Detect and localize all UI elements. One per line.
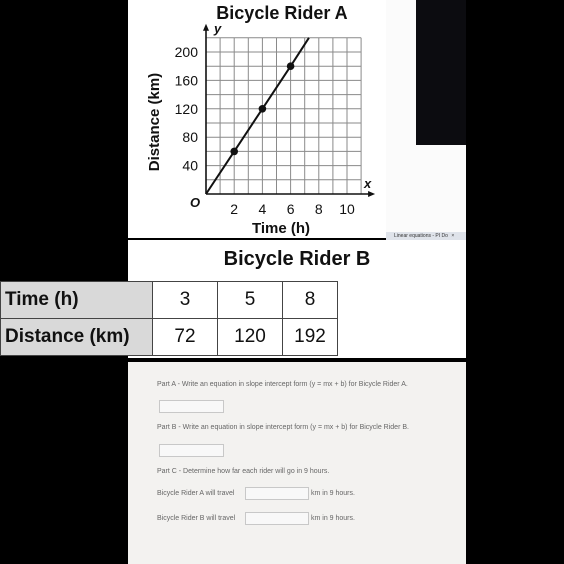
rider-b-travel-label: Bicycle Rider B will travel <box>157 515 236 522</box>
rider-b-travel-suffix: km in 9 hours. <box>311 515 355 522</box>
y-tick-label: 120 <box>174 100 198 117</box>
rider-a-distance-field[interactable] <box>245 487 309 500</box>
part-b-answer-field[interactable] <box>159 444 224 457</box>
rider-b-table <box>0 281 338 356</box>
part-a-answer-field[interactable] <box>159 400 224 413</box>
question-form <box>128 362 466 564</box>
x-tick-label: 2 <box>230 201 239 217</box>
part-a-prompt: Part A - Write an equation in slope intercept form (y = mx + b) for Bicycle Rider A. <box>157 381 408 388</box>
rider-a-travel-label: Bicycle Rider A will travel <box>157 490 235 497</box>
browser-tab[interactable] <box>386 232 466 240</box>
chart-tick-labels <box>175 44 355 217</box>
y-tick-label: 80 <box>182 129 198 146</box>
y-tick-label: 160 <box>174 72 198 89</box>
y-axis-arrow-icon <box>203 24 209 31</box>
x-variable-label: x <box>364 176 372 191</box>
rider-a-travel-suffix: km in 9 hours. <box>311 490 355 497</box>
rider-b-distance-field[interactable] <box>245 512 309 525</box>
distance-cell: 72 <box>153 319 218 356</box>
background-screen-area <box>386 0 466 232</box>
x-axis-label: Time (h) <box>251 220 311 237</box>
rider-a-chart <box>128 0 386 238</box>
row-header-distance: Distance (km) <box>1 319 153 356</box>
distance-cell: 192 <box>283 319 338 356</box>
rider-b-title: Bicycle Rider B <box>223 248 371 270</box>
row-header-time: Time (h) <box>1 282 153 319</box>
data-line <box>206 38 309 194</box>
time-cell: 5 <box>218 282 283 319</box>
data-point <box>259 105 267 113</box>
x-tick-label: 4 <box>258 201 267 217</box>
chart-series <box>206 38 309 194</box>
table-row-distance <box>1 319 338 356</box>
rider-a-graph-panel <box>128 0 386 238</box>
x-tick-label: 10 <box>339 201 355 217</box>
distance-cell: 120 <box>218 319 283 356</box>
x-axis-arrow-icon <box>368 191 375 197</box>
y-axis-label: Distance (km) <box>146 72 163 172</box>
time-cell: 8 <box>283 282 338 319</box>
browser-tab-label: Linear equations - PI Do <box>394 233 448 239</box>
chart-title: Bicycle Rider A <box>216 3 348 23</box>
part-b-prompt: Part B - Write an equation in slope intercept form (y = mx + b) for Bicycle Rider B. <box>157 424 409 431</box>
origin-label: O <box>190 195 201 210</box>
background-dark-region <box>416 0 466 145</box>
part-c-prompt: Part C - Determine how far each rider will go in 9 hours. <box>157 468 330 475</box>
x-tick-label: 6 <box>286 201 295 217</box>
table-row-time <box>1 282 338 319</box>
chart-grid <box>206 38 361 194</box>
y-tick-label: 200 <box>174 44 198 60</box>
x-tick-label: 8 <box>314 201 323 217</box>
y-variable-label: y <box>214 21 222 36</box>
data-point <box>287 62 295 70</box>
data-point <box>230 148 238 156</box>
chart-axes <box>203 24 375 197</box>
tab-close-icon[interactable]: × <box>451 233 455 239</box>
time-cell: 3 <box>153 282 218 319</box>
y-tick-label: 40 <box>182 157 198 174</box>
